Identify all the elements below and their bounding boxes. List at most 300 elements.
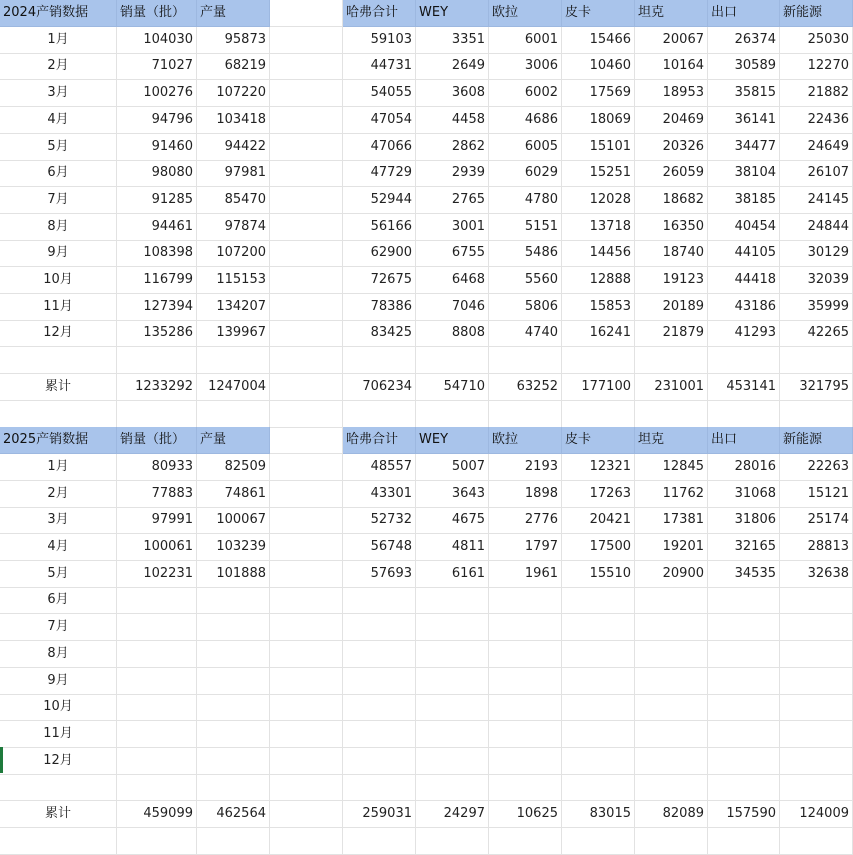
grid-cell[interactable] <box>562 828 635 855</box>
data-cell[interactable]: 12888 <box>562 267 635 294</box>
data-cell[interactable]: 35999 <box>780 294 853 321</box>
data-cell[interactable]: 15853 <box>562 294 635 321</box>
grid-cell[interactable] <box>270 320 343 347</box>
grid-cell[interactable] <box>270 507 343 534</box>
grid-cell[interactable] <box>489 721 562 748</box>
month-label[interactable]: 10月 <box>0 694 117 721</box>
data-cell[interactable]: 15121 <box>780 481 853 508</box>
grid-cell[interactable] <box>270 614 343 641</box>
data-cell[interactable]: 10460 <box>562 53 635 80</box>
grid-cell[interactable] <box>416 668 489 695</box>
data-cell[interactable]: 16350 <box>635 214 708 241</box>
data-cell[interactable]: 12321 <box>562 454 635 481</box>
data-cell[interactable]: 115153 <box>197 267 270 294</box>
grid-cell[interactable] <box>489 668 562 695</box>
total-label[interactable]: 累计 <box>0 374 117 401</box>
data-cell[interactable]: 139967 <box>197 320 270 347</box>
month-label[interactable]: 6月 <box>0 587 117 614</box>
data-cell[interactable]: 1898 <box>489 481 562 508</box>
data-cell[interactable]: 36141 <box>708 107 780 134</box>
grid-cell[interactable] <box>416 347 489 374</box>
total-cell[interactable]: 1247004 <box>197 374 270 401</box>
data-cell[interactable]: 52944 <box>343 187 416 214</box>
grid-cell[interactable] <box>197 694 270 721</box>
header-year[interactable]: 2025产销数据 <box>0 427 117 454</box>
grid-cell[interactable] <box>270 748 343 775</box>
data-cell[interactable]: 15466 <box>562 27 635 54</box>
header-brand[interactable]: 坦克 <box>635 0 708 27</box>
month-label[interactable]: 5月 <box>0 134 117 161</box>
grid-cell[interactable] <box>708 614 780 641</box>
grid-cell[interactable] <box>270 774 343 801</box>
data-cell[interactable]: 6001 <box>489 27 562 54</box>
grid-cell[interactable] <box>635 401 708 428</box>
grid-cell[interactable] <box>635 774 708 801</box>
grid-cell[interactable] <box>197 401 270 428</box>
data-cell[interactable]: 17569 <box>562 80 635 107</box>
data-cell[interactable]: 3006 <box>489 53 562 80</box>
grid-cell[interactable] <box>270 160 343 187</box>
data-cell[interactable]: 19123 <box>635 267 708 294</box>
data-cell[interactable]: 2776 <box>489 507 562 534</box>
grid-cell[interactable] <box>117 614 197 641</box>
data-cell[interactable]: 26059 <box>635 160 708 187</box>
header-brand[interactable]: 哈弗合计 <box>343 0 416 27</box>
data-cell[interactable]: 4458 <box>416 107 489 134</box>
data-cell[interactable]: 12845 <box>635 454 708 481</box>
data-cell[interactable]: 91285 <box>117 187 197 214</box>
data-cell[interactable]: 10164 <box>635 53 708 80</box>
data-cell[interactable]: 3351 <box>416 27 489 54</box>
data-cell[interactable]: 57693 <box>343 561 416 588</box>
grid-cell[interactable] <box>270 668 343 695</box>
data-cell[interactable]: 4686 <box>489 107 562 134</box>
data-cell[interactable]: 59103 <box>343 27 416 54</box>
grid-cell[interactable] <box>708 401 780 428</box>
grid-cell[interactable] <box>197 668 270 695</box>
data-cell[interactable]: 20189 <box>635 294 708 321</box>
data-cell[interactable]: 32638 <box>780 561 853 588</box>
data-cell[interactable]: 21882 <box>780 80 853 107</box>
data-cell[interactable]: 21879 <box>635 320 708 347</box>
grid-cell[interactable] <box>197 347 270 374</box>
data-cell[interactable]: 74861 <box>197 481 270 508</box>
grid-cell[interactable] <box>635 694 708 721</box>
grid-cell[interactable] <box>197 748 270 775</box>
data-cell[interactable]: 32165 <box>708 534 780 561</box>
grid-cell[interactable] <box>489 587 562 614</box>
data-cell[interactable]: 20067 <box>635 27 708 54</box>
data-cell[interactable]: 43301 <box>343 481 416 508</box>
total-cell[interactable]: 259031 <box>343 801 416 828</box>
data-cell[interactable]: 104030 <box>117 27 197 54</box>
data-cell[interactable]: 54055 <box>343 80 416 107</box>
data-cell[interactable]: 34535 <box>708 561 780 588</box>
grid-cell[interactable] <box>562 614 635 641</box>
data-cell[interactable]: 56748 <box>343 534 416 561</box>
grid-cell[interactable] <box>708 347 780 374</box>
data-cell[interactable]: 20900 <box>635 561 708 588</box>
grid-cell[interactable] <box>416 748 489 775</box>
grid-cell[interactable] <box>416 694 489 721</box>
grid-cell[interactable] <box>635 721 708 748</box>
data-cell[interactable]: 94796 <box>117 107 197 134</box>
data-cell[interactable]: 100061 <box>117 534 197 561</box>
data-cell[interactable]: 107200 <box>197 240 270 267</box>
grid-cell[interactable] <box>270 267 343 294</box>
grid-cell[interactable] <box>197 641 270 668</box>
data-cell[interactable]: 12028 <box>562 187 635 214</box>
data-cell[interactable]: 56166 <box>343 214 416 241</box>
data-cell[interactable]: 15251 <box>562 160 635 187</box>
header-brand[interactable]: 新能源 <box>780 427 853 454</box>
data-cell[interactable]: 101888 <box>197 561 270 588</box>
grid-cell[interactable] <box>708 587 780 614</box>
data-cell[interactable]: 102231 <box>117 561 197 588</box>
data-cell[interactable]: 38185 <box>708 187 780 214</box>
grid-cell[interactable] <box>708 774 780 801</box>
total-cell[interactable]: 124009 <box>780 801 853 828</box>
grid-cell[interactable] <box>562 668 635 695</box>
data-cell[interactable]: 43186 <box>708 294 780 321</box>
data-cell[interactable]: 30129 <box>780 240 853 267</box>
month-label[interactable]: 11月 <box>0 294 117 321</box>
total-cell[interactable]: 1233292 <box>117 374 197 401</box>
data-cell[interactable]: 80933 <box>117 454 197 481</box>
data-cell[interactable]: 6161 <box>416 561 489 588</box>
grid-cell[interactable] <box>416 721 489 748</box>
data-cell[interactable]: 44105 <box>708 240 780 267</box>
data-cell[interactable]: 2193 <box>489 454 562 481</box>
grid-cell[interactable] <box>343 828 416 855</box>
data-cell[interactable]: 98080 <box>117 160 197 187</box>
grid-cell[interactable] <box>489 694 562 721</box>
data-cell[interactable]: 100067 <box>197 507 270 534</box>
grid-cell[interactable] <box>635 828 708 855</box>
data-cell[interactable]: 28813 <box>780 534 853 561</box>
data-cell[interactable]: 15101 <box>562 134 635 161</box>
grid-cell[interactable] <box>0 347 117 374</box>
data-cell[interactable]: 7046 <box>416 294 489 321</box>
grid-cell[interactable] <box>270 53 343 80</box>
data-cell[interactable]: 103239 <box>197 534 270 561</box>
header-brand[interactable]: 欧拉 <box>489 0 562 27</box>
data-cell[interactable]: 48557 <box>343 454 416 481</box>
grid-cell[interactable] <box>270 187 343 214</box>
total-cell[interactable]: 54710 <box>416 374 489 401</box>
data-cell[interactable]: 4740 <box>489 320 562 347</box>
data-cell[interactable]: 83425 <box>343 320 416 347</box>
data-cell[interactable]: 100276 <box>117 80 197 107</box>
data-cell[interactable]: 6029 <box>489 160 562 187</box>
grid-cell[interactable] <box>708 748 780 775</box>
data-cell[interactable]: 16241 <box>562 320 635 347</box>
data-cell[interactable]: 71027 <box>117 53 197 80</box>
month-label[interactable]: 6月 <box>0 160 117 187</box>
grid-cell[interactable] <box>562 721 635 748</box>
data-cell[interactable]: 20326 <box>635 134 708 161</box>
grid-cell[interactable] <box>343 401 416 428</box>
data-cell[interactable]: 31068 <box>708 481 780 508</box>
header-brand[interactable]: 新能源 <box>780 0 853 27</box>
data-cell[interactable]: 95873 <box>197 27 270 54</box>
grid-cell[interactable] <box>780 641 853 668</box>
grid-cell[interactable] <box>117 641 197 668</box>
data-cell[interactable]: 18682 <box>635 187 708 214</box>
data-cell[interactable]: 5151 <box>489 214 562 241</box>
data-cell[interactable]: 3001 <box>416 214 489 241</box>
grid-cell[interactable] <box>270 561 343 588</box>
grid-cell[interactable] <box>780 401 853 428</box>
grid-cell[interactable] <box>780 614 853 641</box>
data-cell[interactable]: 41293 <box>708 320 780 347</box>
month-label[interactable]: 9月 <box>0 240 117 267</box>
data-cell[interactable]: 103418 <box>197 107 270 134</box>
data-cell[interactable]: 2862 <box>416 134 489 161</box>
data-cell[interactable]: 32039 <box>780 267 853 294</box>
data-cell[interactable]: 19201 <box>635 534 708 561</box>
grid-cell[interactable] <box>270 694 343 721</box>
data-cell[interactable]: 26374 <box>708 27 780 54</box>
header-brand[interactable]: 哈弗合计 <box>343 427 416 454</box>
data-cell[interactable]: 2939 <box>416 160 489 187</box>
grid-cell[interactable] <box>270 454 343 481</box>
data-cell[interactable]: 34477 <box>708 134 780 161</box>
data-cell[interactable]: 18740 <box>635 240 708 267</box>
total-cell[interactable]: 706234 <box>343 374 416 401</box>
data-cell[interactable]: 13718 <box>562 214 635 241</box>
grid-cell[interactable] <box>270 240 343 267</box>
grid-cell[interactable] <box>562 347 635 374</box>
data-cell[interactable]: 31806 <box>708 507 780 534</box>
data-cell[interactable]: 24844 <box>780 214 853 241</box>
grid-cell[interactable] <box>270 801 343 828</box>
total-cell[interactable]: 63252 <box>489 374 562 401</box>
grid-cell[interactable] <box>270 374 343 401</box>
header-brand[interactable]: 皮卡 <box>562 427 635 454</box>
month-label[interactable]: 7月 <box>0 187 117 214</box>
data-cell[interactable]: 94461 <box>117 214 197 241</box>
grid-cell[interactable] <box>780 828 853 855</box>
data-cell[interactable]: 78386 <box>343 294 416 321</box>
grid-cell[interactable] <box>635 641 708 668</box>
data-cell[interactable]: 40454 <box>708 214 780 241</box>
data-cell[interactable]: 20421 <box>562 507 635 534</box>
data-cell[interactable]: 30589 <box>708 53 780 80</box>
grid-cell[interactable] <box>0 401 117 428</box>
grid-cell[interactable] <box>343 721 416 748</box>
data-cell[interactable]: 26107 <box>780 160 853 187</box>
data-cell[interactable]: 135286 <box>117 320 197 347</box>
data-cell[interactable]: 97991 <box>117 507 197 534</box>
total-cell[interactable]: 231001 <box>635 374 708 401</box>
grid-cell[interactable] <box>343 668 416 695</box>
grid-cell[interactable] <box>117 721 197 748</box>
grid-cell[interactable] <box>117 694 197 721</box>
grid-cell[interactable] <box>562 641 635 668</box>
month-label[interactable]: 7月 <box>0 614 117 641</box>
data-cell[interactable]: 44731 <box>343 53 416 80</box>
total-cell[interactable]: 157590 <box>708 801 780 828</box>
data-cell[interactable]: 24649 <box>780 134 853 161</box>
grid-cell[interactable] <box>416 828 489 855</box>
total-cell[interactable]: 321795 <box>780 374 853 401</box>
grid-cell[interactable] <box>416 587 489 614</box>
data-cell[interactable]: 18953 <box>635 80 708 107</box>
grid-cell[interactable] <box>489 641 562 668</box>
grid-cell[interactable] <box>117 774 197 801</box>
data-cell[interactable]: 15510 <box>562 561 635 588</box>
grid-cell[interactable] <box>708 828 780 855</box>
grid-cell[interactable] <box>489 347 562 374</box>
data-cell[interactable]: 42265 <box>780 320 853 347</box>
total-cell[interactable]: 10625 <box>489 801 562 828</box>
total-cell[interactable]: 462564 <box>197 801 270 828</box>
grid-cell[interactable] <box>117 828 197 855</box>
data-cell[interactable]: 4675 <box>416 507 489 534</box>
grid-cell[interactable] <box>270 641 343 668</box>
data-cell[interactable]: 82509 <box>197 454 270 481</box>
month-label[interactable]: 9月 <box>0 668 117 695</box>
data-cell[interactable]: 108398 <box>117 240 197 267</box>
month-label[interactable]: 12月 <box>0 748 117 775</box>
grid-cell[interactable] <box>0 828 117 855</box>
total-cell[interactable]: 177100 <box>562 374 635 401</box>
grid-cell[interactable] <box>635 614 708 641</box>
grid-cell[interactable] <box>343 347 416 374</box>
total-cell[interactable]: 82089 <box>635 801 708 828</box>
data-cell[interactable]: 25174 <box>780 507 853 534</box>
total-cell[interactable]: 83015 <box>562 801 635 828</box>
data-cell[interactable]: 72675 <box>343 267 416 294</box>
data-cell[interactable]: 35815 <box>708 80 780 107</box>
data-cell[interactable]: 2765 <box>416 187 489 214</box>
grid-cell[interactable] <box>780 774 853 801</box>
grid-cell[interactable] <box>197 774 270 801</box>
data-cell[interactable]: 94422 <box>197 134 270 161</box>
grid-cell[interactable] <box>270 347 343 374</box>
header-brand[interactable]: 坦克 <box>635 427 708 454</box>
header-brand[interactable]: WEY <box>416 0 489 27</box>
grid-cell[interactable] <box>117 347 197 374</box>
total-cell[interactable]: 459099 <box>117 801 197 828</box>
grid-cell[interactable] <box>708 721 780 748</box>
grid-cell[interactable] <box>270 80 343 107</box>
header-sales[interactable]: 销量（批） <box>117 0 197 27</box>
data-cell[interactable]: 52732 <box>343 507 416 534</box>
grid-cell[interactable] <box>635 347 708 374</box>
grid-cell[interactable] <box>780 347 853 374</box>
grid-cell[interactable] <box>197 721 270 748</box>
data-cell[interactable]: 17381 <box>635 507 708 534</box>
grid-cell[interactable] <box>270 534 343 561</box>
month-label[interactable]: 2月 <box>0 53 117 80</box>
grid-cell[interactable] <box>197 587 270 614</box>
grid-cell[interactable] <box>416 401 489 428</box>
grid-cell[interactable] <box>343 774 416 801</box>
grid-cell[interactable] <box>343 614 416 641</box>
grid-cell[interactable] <box>562 587 635 614</box>
grid-cell[interactable] <box>708 694 780 721</box>
data-cell[interactable]: 62900 <box>343 240 416 267</box>
grid-cell[interactable] <box>0 774 117 801</box>
total-cell[interactable]: 453141 <box>708 374 780 401</box>
data-cell[interactable]: 8808 <box>416 320 489 347</box>
header-brand[interactable]: 出口 <box>708 0 780 27</box>
grid-cell[interactable] <box>197 614 270 641</box>
grid-cell[interactable] <box>270 481 343 508</box>
data-cell[interactable]: 77883 <box>117 481 197 508</box>
data-cell[interactable]: 22436 <box>780 107 853 134</box>
data-cell[interactable]: 47054 <box>343 107 416 134</box>
month-label[interactable]: 8月 <box>0 214 117 241</box>
grid-cell[interactable] <box>780 721 853 748</box>
data-cell[interactable]: 25030 <box>780 27 853 54</box>
grid-cell[interactable] <box>343 694 416 721</box>
grid-cell[interactable] <box>270 214 343 241</box>
data-cell[interactable]: 134207 <box>197 294 270 321</box>
data-cell[interactable]: 1961 <box>489 561 562 588</box>
header-sales[interactable]: 销量（批） <box>117 427 197 454</box>
grid-cell[interactable] <box>780 694 853 721</box>
data-cell[interactable]: 107220 <box>197 80 270 107</box>
data-cell[interactable]: 47066 <box>343 134 416 161</box>
grid-cell[interactable] <box>117 401 197 428</box>
grid-cell[interactable] <box>489 401 562 428</box>
header-brand[interactable]: 欧拉 <box>489 427 562 454</box>
month-label[interactable]: 2月 <box>0 481 117 508</box>
data-cell[interactable]: 17263 <box>562 481 635 508</box>
data-cell[interactable]: 85470 <box>197 187 270 214</box>
data-cell[interactable]: 97981 <box>197 160 270 187</box>
data-cell[interactable]: 127394 <box>117 294 197 321</box>
data-cell[interactable]: 12270 <box>780 53 853 80</box>
data-cell[interactable]: 18069 <box>562 107 635 134</box>
header-year[interactable]: 2024产销数据 <box>0 0 117 27</box>
data-cell[interactable]: 5007 <box>416 454 489 481</box>
grid-cell[interactable] <box>635 587 708 614</box>
month-label[interactable]: 4月 <box>0 534 117 561</box>
month-label[interactable]: 8月 <box>0 641 117 668</box>
total-cell[interactable]: 24297 <box>416 801 489 828</box>
grid-cell[interactable] <box>489 774 562 801</box>
month-label[interactable]: 11月 <box>0 721 117 748</box>
data-cell[interactable]: 3608 <box>416 80 489 107</box>
grid-cell[interactable] <box>270 134 343 161</box>
data-cell[interactable]: 97874 <box>197 214 270 241</box>
grid-cell[interactable] <box>117 587 197 614</box>
data-cell[interactable]: 6468 <box>416 267 489 294</box>
data-cell[interactable]: 44418 <box>708 267 780 294</box>
data-cell[interactable]: 68219 <box>197 53 270 80</box>
month-label[interactable]: 1月 <box>0 454 117 481</box>
data-cell[interactable]: 6002 <box>489 80 562 107</box>
grid-cell[interactable] <box>489 748 562 775</box>
header-production[interactable]: 产量 <box>197 0 270 27</box>
grid-cell[interactable] <box>343 748 416 775</box>
grid-cell[interactable] <box>562 774 635 801</box>
month-label[interactable]: 10月 <box>0 267 117 294</box>
grid-cell[interactable] <box>117 668 197 695</box>
grid-cell[interactable] <box>117 748 197 775</box>
data-cell[interactable]: 4780 <box>489 187 562 214</box>
data-cell[interactable]: 14456 <box>562 240 635 267</box>
data-cell[interactable]: 24145 <box>780 187 853 214</box>
data-cell[interactable]: 38104 <box>708 160 780 187</box>
header-brand[interactable]: 出口 <box>708 427 780 454</box>
grid-cell[interactable] <box>343 587 416 614</box>
grid-cell[interactable] <box>270 27 343 54</box>
